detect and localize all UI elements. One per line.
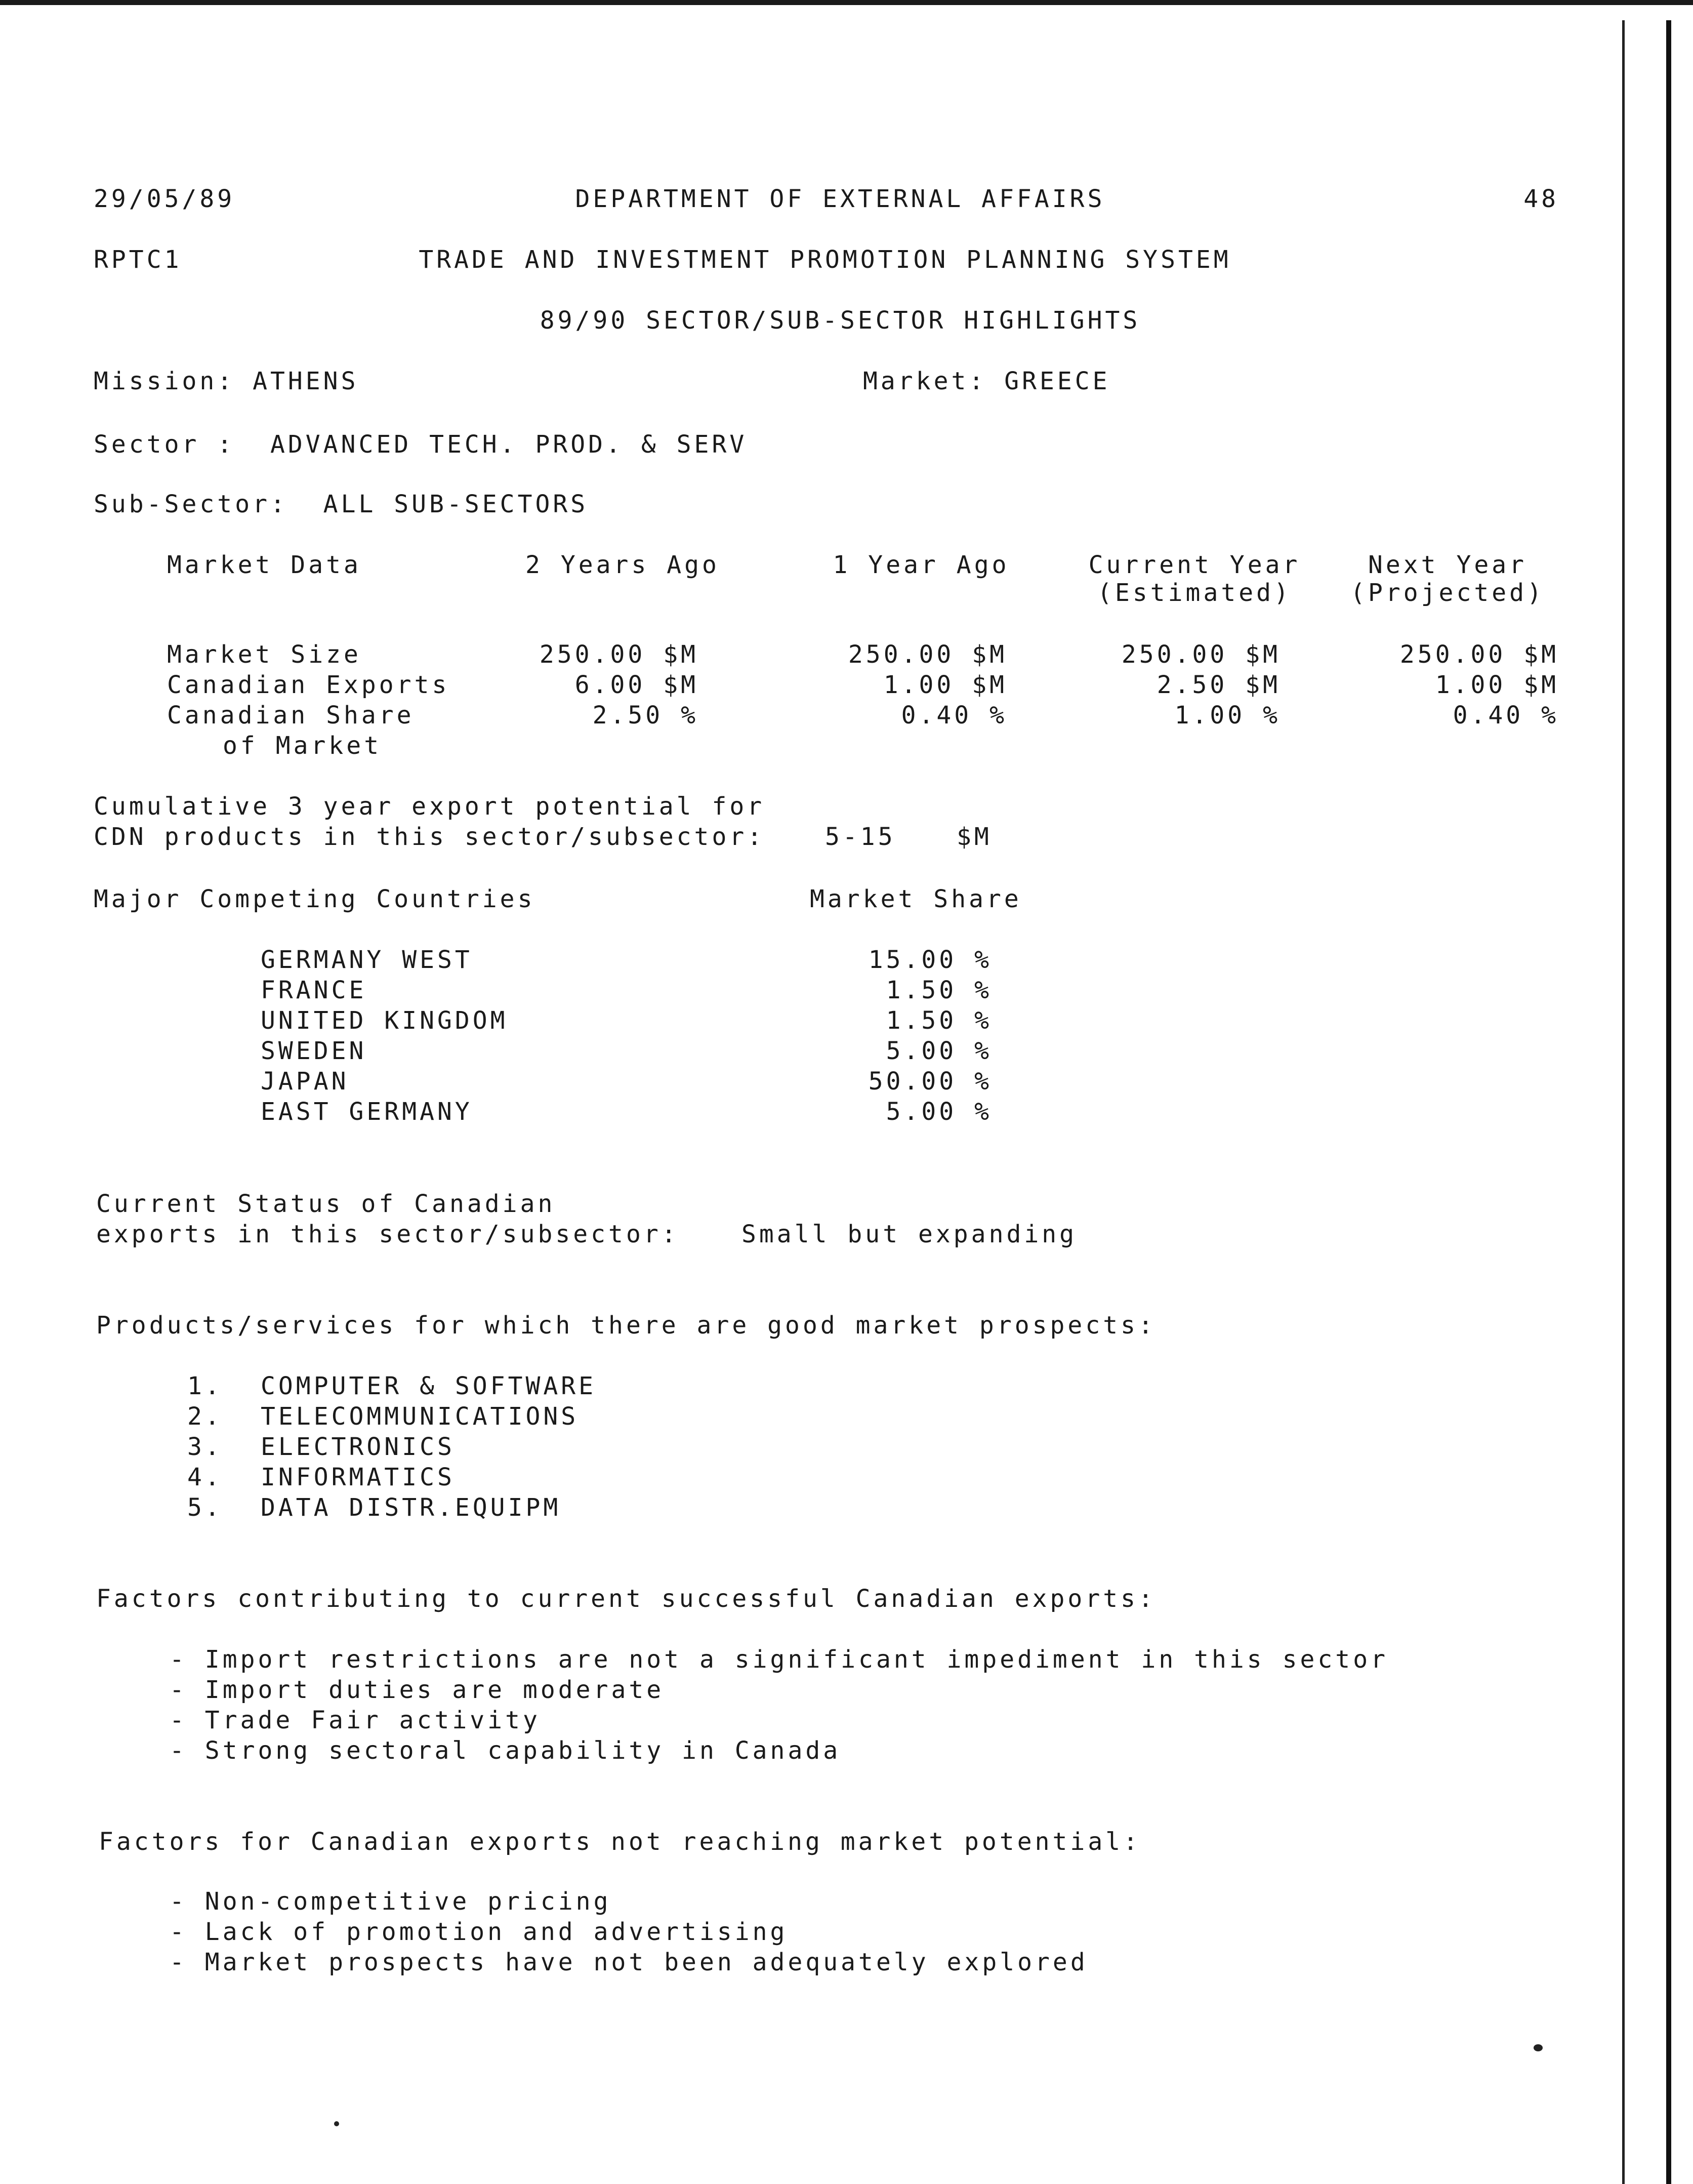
competitor-share: 5.00 % bbox=[886, 1037, 992, 1065]
list-item: - Trade Fair activity bbox=[170, 1706, 541, 1734]
list-item: - Lack of promotion and advertising bbox=[170, 1918, 788, 1946]
list-item: - Non-competitive pricing bbox=[170, 1887, 611, 1916]
report-date: 29/05/89 bbox=[94, 185, 235, 213]
status-label: Current Status of Canadian bbox=[96, 1190, 556, 1218]
success-factors-header: Factors contributing to current successful Canadian exports: bbox=[96, 1585, 1156, 1613]
list-text: COMPUTER & SOFTWARE bbox=[261, 1372, 597, 1400]
column-header: Current Year bbox=[1088, 551, 1301, 579]
column-header: Next Year bbox=[1368, 551, 1527, 579]
row-label: Canadian Exports bbox=[167, 671, 450, 699]
list-item: - Import duties are moderate bbox=[170, 1676, 665, 1704]
page-number: 48 bbox=[1523, 185, 1559, 213]
cell-value: 2.50 % bbox=[592, 701, 698, 730]
competitor-country: EAST GERMANY bbox=[261, 1098, 473, 1126]
list-item: - Market prospects have not been adequately explored bbox=[170, 1948, 1088, 1976]
scan-top-edge bbox=[0, 0, 1693, 5]
row-label-continued: of Market bbox=[223, 732, 382, 760]
scan-binding-edge bbox=[1622, 20, 1625, 2184]
competitor-country: FRANCE bbox=[261, 976, 367, 1004]
scan-binding-edge bbox=[1666, 20, 1671, 2184]
cell-value: 0.40 % bbox=[1453, 701, 1559, 730]
sector-label: Sector : ADVANCED TECH. PROD. & SERV bbox=[94, 430, 748, 459]
list-text: TELECOMMUNICATIONS bbox=[261, 1402, 579, 1431]
export-potential-label: Cumulative 3 year export potential for bbox=[94, 792, 765, 821]
status-label: exports in this sector/subsector: bbox=[96, 1220, 679, 1248]
list-number: 1. bbox=[187, 1372, 223, 1400]
cell-value: 1.00 $M bbox=[883, 671, 1007, 699]
system-title: TRADE AND INVESTMENT PROMOTION PLANNING SYSTEM bbox=[419, 246, 1231, 274]
barrier-factors-header: Factors for Canadian exports not reaching market potential: bbox=[99, 1828, 1141, 1856]
cell-value: 250.00 $M bbox=[848, 640, 1007, 669]
list-item: - Strong sectoral capability in Canada bbox=[170, 1736, 841, 1765]
cell-value: 250.00 $M bbox=[539, 640, 698, 669]
competitor-share: 5.00 % bbox=[886, 1098, 992, 1126]
competitors-header: Major Competing Countries bbox=[94, 885, 535, 913]
list-number: 4. bbox=[187, 1463, 223, 1491]
competitor-share: 1.50 % bbox=[886, 1006, 992, 1035]
row-label: Market Size bbox=[167, 640, 361, 669]
scan-speck bbox=[1534, 2044, 1543, 2051]
department-title: DEPARTMENT OF EXTERNAL AFFAIRS bbox=[575, 185, 1105, 213]
competitor-country: JAPAN bbox=[261, 1067, 349, 1096]
cell-value: 250.00 $M bbox=[1399, 640, 1559, 669]
list-text: ELECTRONICS bbox=[261, 1433, 455, 1461]
column-header: 2 Years Ago bbox=[525, 551, 720, 579]
report-title: 89/90 SECTOR/SUB-SECTOR HIGHLIGHTS bbox=[540, 306, 1141, 335]
list-item: - Import restrictions are not a significant impediment in this sector bbox=[170, 1645, 1388, 1674]
market-data-header: Market Data bbox=[167, 551, 361, 579]
competitor-country: SWEDEN bbox=[261, 1037, 367, 1065]
cell-value: 1.00 $M bbox=[1435, 671, 1559, 699]
list-text: INFORMATICS bbox=[261, 1463, 455, 1491]
export-potential-value: 5-15 bbox=[825, 823, 896, 851]
cell-value: 1.00 % bbox=[1174, 701, 1281, 730]
cell-value: 0.40 % bbox=[901, 701, 1007, 730]
competitor-country: GERMANY WEST bbox=[261, 946, 473, 974]
cell-value: 2.50 $M bbox=[1157, 671, 1281, 699]
scan-speck bbox=[334, 2121, 339, 2126]
market-label: Market: GREECE bbox=[863, 367, 1110, 395]
market-share-header: Market Share bbox=[810, 885, 1022, 913]
status-value: Small but expanding bbox=[741, 1220, 1078, 1248]
cell-value: 250.00 $M bbox=[1121, 640, 1281, 669]
subsector-label: Sub-Sector: ALL SUB-SECTORS bbox=[94, 490, 589, 518]
competitor-share: 1.50 % bbox=[886, 976, 992, 1004]
row-label: Canadian Share bbox=[167, 701, 415, 730]
competitor-share: 50.00 % bbox=[868, 1067, 992, 1096]
report-code: RPTC1 bbox=[94, 246, 182, 274]
competitor-share: 15.00 % bbox=[868, 946, 992, 974]
competitor-country: UNITED KINGDOM bbox=[261, 1006, 508, 1035]
list-number: 3. bbox=[187, 1433, 223, 1461]
export-potential-unit: $M bbox=[957, 823, 992, 851]
list-text: DATA DISTR.EQUIPM bbox=[261, 1493, 561, 1522]
column-subheader: (Estimated) bbox=[1097, 579, 1292, 607]
export-potential-label: CDN products in this sector/subsector: bbox=[94, 823, 765, 851]
prospects-header: Products/services for which there are good market prospects: bbox=[96, 1311, 1156, 1340]
column-subheader: (Projected) bbox=[1350, 579, 1545, 607]
mission-label: Mission: ATHENS bbox=[94, 367, 359, 395]
list-number: 2. bbox=[187, 1402, 223, 1431]
column-header: 1 Year Ago bbox=[833, 551, 1010, 579]
cell-value: 6.00 $M bbox=[574, 671, 698, 699]
list-number: 5. bbox=[187, 1493, 223, 1522]
